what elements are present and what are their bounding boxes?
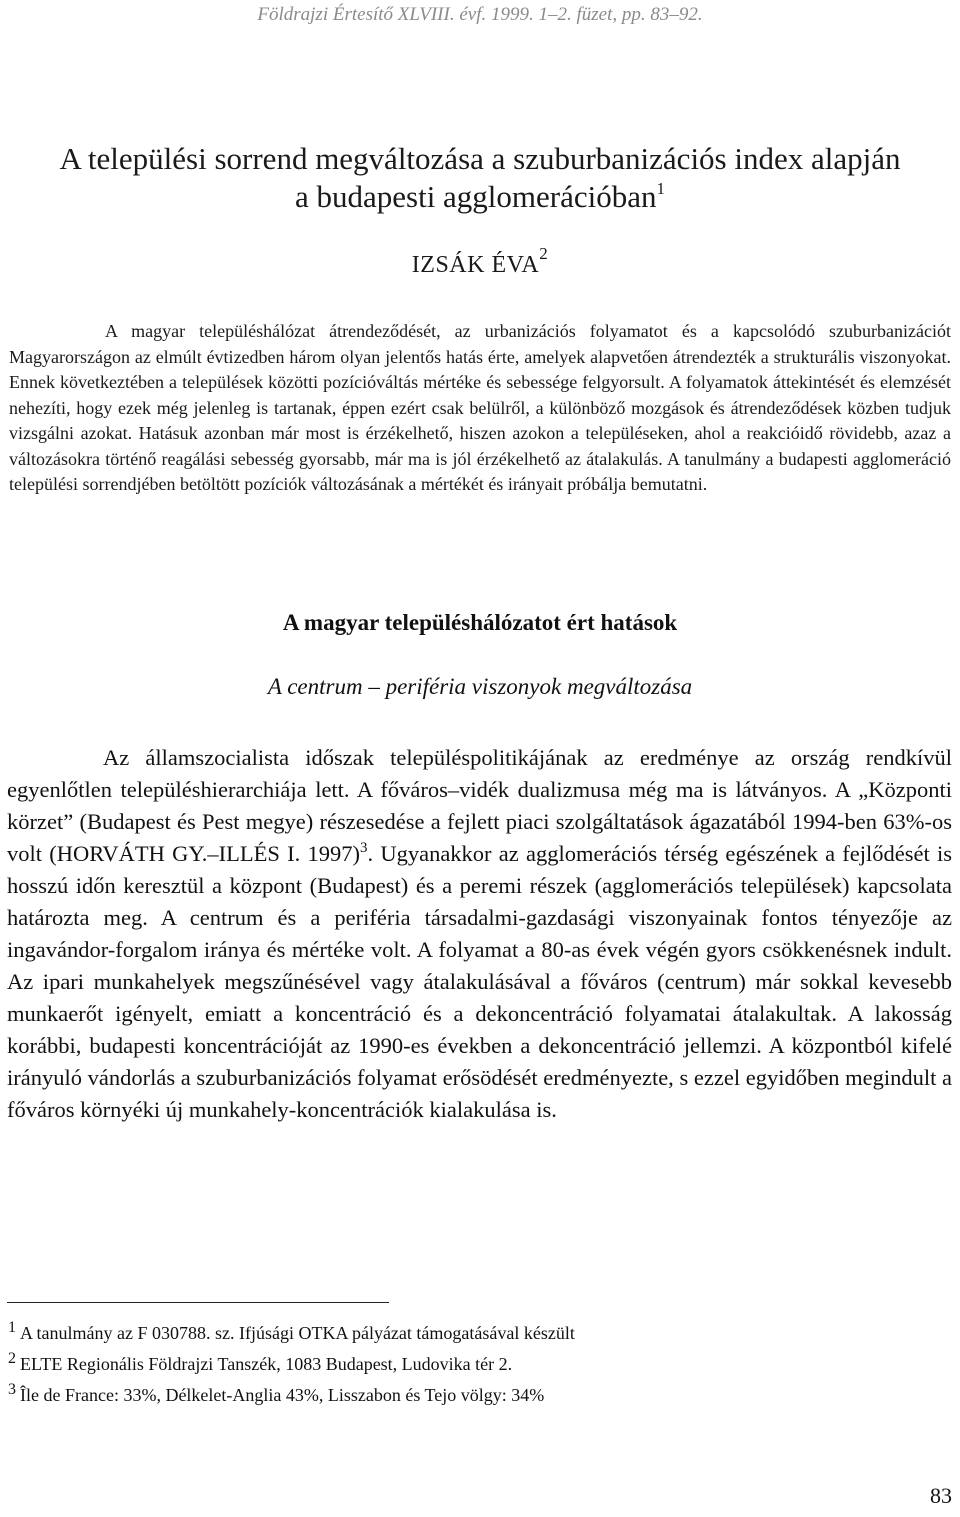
title-line-2: a budapesti agglomerációban [294, 179, 657, 214]
footnote-text: Île de France: 33%, Délkelet-Anglia 43%, Lisszabon és Tejo völgy: 34% [20, 1385, 545, 1405]
subsection-heading: A centrum – periféria viszonyok megváltozása [267, 674, 693, 699]
footnote-divider [7, 1302, 389, 1303]
footnote-text: ELTE Regionális Földrajzi Tanszék, 1083 Budapest, Ludovika tér 2. [20, 1354, 513, 1374]
footnote-2 [8, 1349, 948, 1380]
footnote-number: 3 [8, 1381, 16, 1398]
author-footnote-mark[interactable]: 2 [539, 244, 549, 263]
abstract: A magyar településhálózat átrendeződését, az urbanizációs folyamatot és a kapcsolódó szuburbanizációt Magyarországon az elmúlt évtizedben három olyan jelentős hatás érte, amelyek alapvetően átrendezték a strukturális viszonyokat. Ennek következtében a települések közötti pozícióváltás mértéke és sebessége felgyorsult. A folyamatok áttekintését és elemzését nehezíti, hogy ezek még jelenleg is tartanak, éppen ezért csak belülről, a különböző mozgások és átrendeződések közben tudjuk vizsgálni azokat. Hatásuk azonban már most is érzékelhető, hiszen azokon a településeken, ahol a reakcióidő rövidebb, azaz a változásokra történő reagálási sebesség gyorsabb, már ma is jól érzékelhető az átalakulás. A tanulmány a budapesti agglomeráció települési sorrendjében betöltött pozíciók változásának a mértékét és irányait próbálja bemutatni. [9, 321, 951, 494]
article-title [0, 140, 960, 216]
section-heading: A magyar településhálózatot ért hatások [282, 610, 678, 635]
author-line [0, 244, 960, 279]
footnote-3 [8, 1380, 948, 1411]
running-head: Földrajzi Értesítő XLVIII. évf. 1999. 1–2. füzet, pp. 83–92. [257, 4, 703, 25]
author-name: IZSÁK ÉVA [411, 252, 540, 278]
body-footnote-mark[interactable]: 3 [359, 840, 368, 856]
footnotes [8, 1318, 948, 1411]
title-line-1: A települési sorrend megváltozása a szuburbanizációs index alapján [59, 141, 901, 176]
footnote-1 [8, 1318, 948, 1349]
page-number: 83 [930, 1483, 952, 1508]
footnote-text: A tanulmány az F 030788. sz. Ifjúsági OTKA pályázat támogatásával készült [20, 1323, 575, 1343]
body-paragraph [7, 742, 952, 1126]
body-text-part-1: Az államszocialista időszak településpolitikájának az eredménye az ország rendkívül egyenlőtlen településhierarchiája lett. A főváros–vidék dualizmusa még ma is látványos. A „Központi körzet” (Budapest és Pest megye) részesedése a fejlett piaci szolgáltatások ágazatából 1994-ben 63%-os volt (HORVÁTH GY.–ILLÉS I. 1997) [7, 745, 952, 866]
footnote-number: 2 [8, 1350, 16, 1367]
footnote-number: 1 [8, 1319, 16, 1336]
title-footnote-mark[interactable]: 1 [656, 179, 666, 198]
body-text-part-2: . Ugyanakkor az agglomerációs térség egészének a fejlődését is hosszú időn keresztül a központ (Budapest) és a peremi részek (agglomerációs települések) kapcsolata határozta meg. A centrum és a periféria társadalmi-gazdasági viszonyainak fontos tényezője az ingavándor-forgalom iránya és mértéke volt. A folyamat a 80-as évek végén gyors csökkenésnek indult. Az ipari munkahelyek megszűnésével vagy átalakulásával a főváros (centrum) már sokkal kevesebb munkaerőt igényelt, emiatt a koncentráció és a dekoncentráció folyamatai átalakultak. A lakosság korábbi, budapesti koncentrációját az 1990-es években a dekoncentráció jellemzi. A központból kifelé irányuló vándorlás a szuburbanizációs folyamat erősödését eredményezte, s ezzel egyidőben megindult a főváros környéki új munkahely-koncentrációk kialakulása is. [7, 841, 952, 1122]
